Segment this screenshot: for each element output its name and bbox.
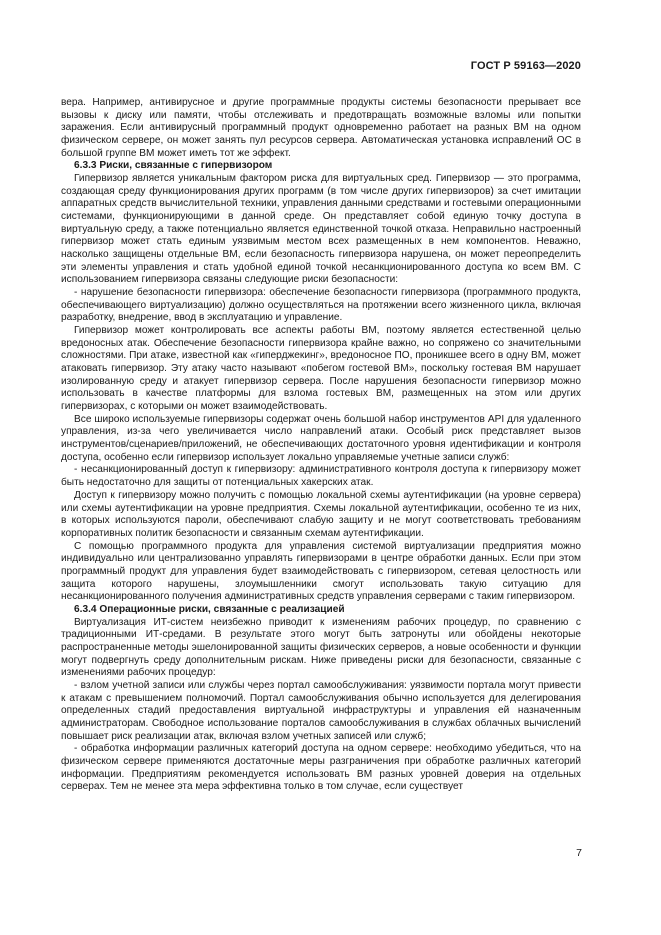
paragraph: вера. Например, антивирусное и другие программные продукты системы безопасности прерывает все вызовы к диску или памяти, чтобы отслеживать и предотвращать возможные взломы или попытки заражения. Если антивирусный программный продукт одновременно работает на разных ВМ на одном физическом сервере, он может занять пул ресурсов сервера. Автоматическая установка исправлений ОС в большой группе ВМ может иметь тот же эффект.	[61, 97, 581, 159]
page-number: 7	[576, 847, 582, 859]
document-code-header: ГОСТ Р 59163—2020	[470, 60, 581, 72]
document-body	[61, 97, 581, 794]
section-heading-6-3-3: 6.3.3 Риски, связанные с гипервизором	[74, 160, 273, 172]
section-heading-6-3-4: 6.3.4 Операционные риски, связанные с реализацией	[74, 603, 345, 615]
paragraph: Гипервизор может контролировать все аспекты работы ВМ, поэтому является естественной целью вредоносных атак. Обеспечение безопасности гипервизора крайне важно, но сопряжено со значительными сложностями. При атаке, известной как «гиперджекинг», вредоносное ПО, проникшее всего в одну ВМ, может атаковать гипервизор. Эту атаку часто называют «побегом гостевой ВМ», поскольку гостевая ВМ нарушает изолированную среду и атакует гипервизор сервера. После нарушения безопасности гипервизор можно использовать в качестве платформы для взлома гостевых ВМ, размещенных на этом или других гипервизорах, с которыми он может взаимодействовать.	[61, 325, 581, 413]
list-item: - обработка информации различных категорий доступа на одном сервере: необходимо убедиться, что на физическом сервере применяются достаточные меры разграничения при обработке различных категорий информации. Предприятиям рекомендуется использовать ВМ разных уровней доверия на отдельных серверах. Тем не менее эта мера эффективна только в том случае, если существует	[61, 743, 581, 793]
list-item: - несанкционированный доступ к гипервизору: административного контроля доступа к гипервизору может быть недостаточно для защиты от потенциальных хакерских атак.	[61, 464, 581, 489]
paragraph: Доступ к гипервизору можно получить с помощью локальной схемы аутентификации (на уровне сервера) или схемы аутентификации на уровне предприятия. Схемы локальной аутентификации, особенно те из них, в которых используются пароли, обеспечивают слабую защиту и не могут соответствовать требованиям корпоративных политик безопасности и связанным схемам аутентификации.	[61, 489, 581, 539]
list-item: - нарушение безопасности гипервизора: обеспечение безопасности гипервизора (программного продукта, обеспечивающего виртуализацию) должно осуществляться на протяжении всего жизненного цикла, включая разработку, внедрение, ввод в эксплуатацию и управление.	[61, 287, 581, 324]
paragraph: Гипервизор является уникальным фактором риска для виртуальных сред. Гипервизор — это программа, создающая среду функционирования других программ (в том числе других гипервизоров) за счет имитации аппаратных средств вычислительной техники, управления данными средствами и гостевыми операционными системами, функционирующими в данной среде. Он представляет собой единую точку доступа в виртуальную среду, а также потенциально является единственной точкой отказа. Неправильно настроенный гипервизор может стать единым уязвимым местом всех размещенных в нем компонентов. Неважно, насколько защищены отдельные ВМ, если безопасность гипервизора нарушена, он может переопределить эти элементы управления и стать удобной единой точкой несанкционированного доступа ко всем ВМ. С использованием гипервизора связаны следующие риски безопасности:	[61, 173, 581, 286]
paragraph: Виртуализация ИТ-систем неизбежно приводит к изменениям рабочих процедур, по сравнению с традиционными ИТ-средами. В результате этого могут быть затронуты или обойдены некоторые распространенные методы эшелонированной защиты физических серверов, а новые особенности и функции могут подвергнуть среду дополнительным рискам. Ниже приведены риски для безопасности, связанные с изменениями рабочих процедур:	[61, 616, 581, 679]
paragraph: С помощью программного продукта для управления системой виртуализации предприятия можно индивидуально или централизованно управлять гипервизорами в центре обработки данных. Если при этом программный продукт для управления будет взаимодействовать с гипервизором, сетевая целостность или защита которого нарушены, злоумышленники смогут использовать такую ситуацию для несанкционированного получения административных средств управления серверами с таким гипервизором.	[61, 540, 581, 603]
paragraph: Все широко используемые гипервизоры содержат очень большой набор инструментов API для удаленного управления, из-за чего увеличивается число направлений атаки. Особый риск представляет вызов инструментов/сценариев/приложений, не обеспечивающих достаточного уровня идентификации и контроля доступа, особенно если гипервизор использует локально управляемые учетные записи служб:	[61, 413, 581, 463]
list-item: - взлом учетной записи или службы через портал самообслуживания: уязвимости портала могут привести к атакам с превышением полномочий. Портал самообслуживания обычно используется для делегирования определенных стадий предоставления виртуальной инфраструктуры и управления ей назначенным администраторам. Свободное использование порталов самообслуживания в службах облачных вычислений повышает риск реализации атак, включая взлом учетных записей или служб;	[61, 679, 581, 742]
